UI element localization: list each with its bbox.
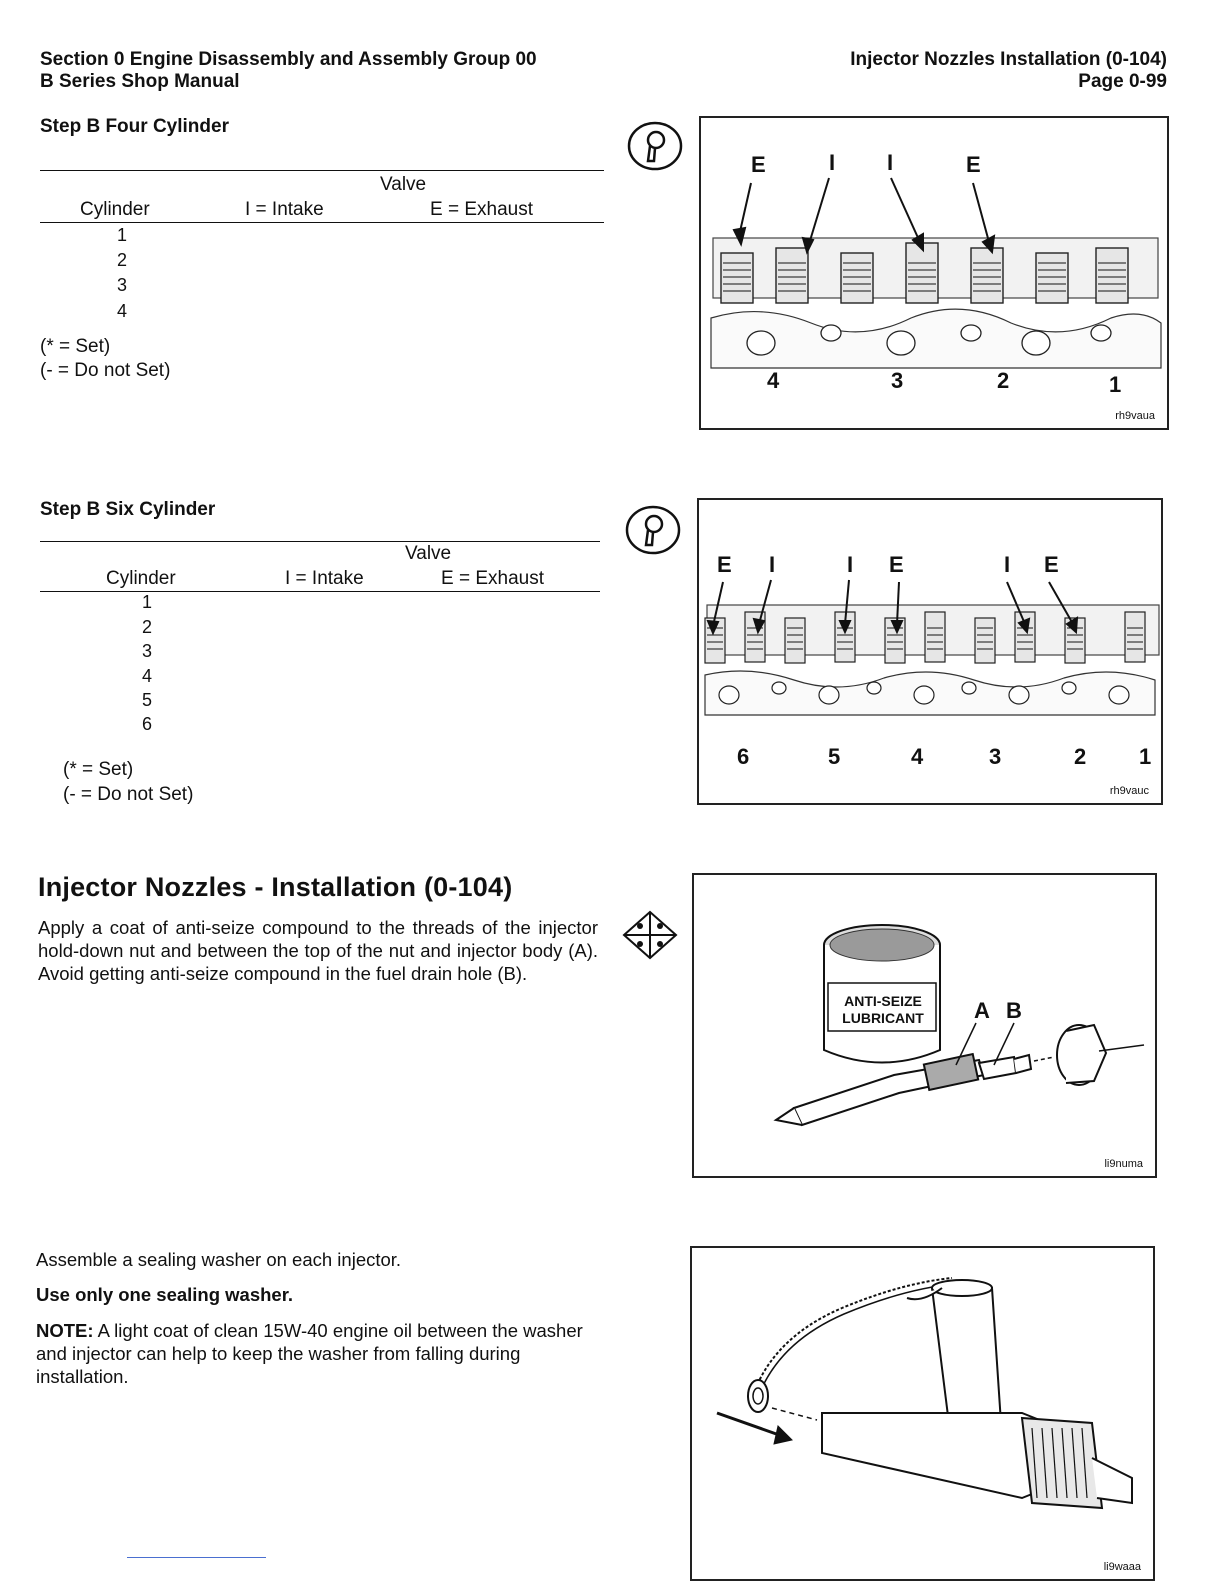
six-cylinder-row-3: 3 bbox=[141, 641, 152, 661]
valve-label-3: I bbox=[887, 150, 894, 175]
cylinder-label-4: 4 bbox=[767, 368, 780, 393]
can-label-line2: LUBRICANT bbox=[842, 1010, 924, 1026]
can-label-line1: ANTI-SEIZE bbox=[844, 993, 922, 1009]
washer-instruction: Assemble a sealing washer on each injector. bbox=[36, 1249, 402, 1270]
header-procedure-title: Injector Nozzles Installation (0-104) bbox=[850, 49, 1167, 70]
six-cylinder-row-1: 1 bbox=[141, 592, 152, 612]
cylinder-label-3: 3 bbox=[989, 744, 1002, 769]
six-cylinder-valve-figure bbox=[697, 498, 1163, 805]
label-b: B bbox=[1006, 998, 1022, 1023]
six-cylinder-legend-set: (* = Set) bbox=[63, 759, 134, 780]
cylinder-label-1: 1 bbox=[1109, 372, 1122, 397]
four-cylinder-col-exhaust: E = Exhaust bbox=[430, 199, 533, 220]
valve-label-6: E bbox=[1044, 552, 1059, 577]
figure-id: li9waaa bbox=[1103, 1561, 1141, 1573]
valve-label-2: I bbox=[829, 150, 836, 175]
four-cylinder-table-top-rule bbox=[40, 170, 604, 171]
six-cylinder-row-5: 5 bbox=[141, 690, 152, 710]
four-cylinder-row-4: 4 bbox=[116, 301, 127, 321]
note-text: A light coat of clean 15W-40 engine oil between the washer and injector can help to keep the washer from falling during installation. bbox=[36, 1320, 583, 1387]
six-cylinder-row-6: 6 bbox=[141, 714, 152, 734]
six-cylinder-row-4: 4 bbox=[141, 666, 152, 686]
valve-label-4: E bbox=[966, 152, 981, 177]
figure-id: rh9vaua bbox=[1115, 410, 1155, 422]
can-label bbox=[836, 993, 930, 1027]
cylinder-label-2: 2 bbox=[997, 368, 1010, 393]
four-cylinder-row-1: 1 bbox=[116, 225, 127, 245]
four-cylinder-col-cylinder: Cylinder bbox=[80, 199, 150, 220]
header-manual-title: B Series Shop Manual bbox=[40, 71, 240, 92]
footer-link-rule bbox=[127, 1557, 266, 1558]
inspect-magnifier-icon bbox=[626, 121, 684, 171]
four-cylinder-row-2: 2 bbox=[116, 250, 127, 270]
inspect-magnifier-icon bbox=[624, 505, 682, 555]
six-cylinder-row-2: 2 bbox=[141, 617, 152, 637]
cylinder-label-5: 5 bbox=[828, 744, 841, 769]
installation-heading: Injector Nozzles - Installation (0-104) bbox=[38, 872, 513, 902]
four-cylinder-legend-not-set: (- = Do not Set) bbox=[40, 360, 171, 381]
washer-warning: Use only one sealing washer. bbox=[36, 1284, 294, 1305]
four-cylinder-valve-header: Valve bbox=[380, 174, 427, 195]
valve-label-2: I bbox=[769, 552, 776, 577]
anti-seize-figure bbox=[692, 873, 1157, 1178]
note-label: NOTE: bbox=[36, 1320, 94, 1341]
cylinder-label-6: 6 bbox=[737, 744, 750, 769]
figure-id: li9numa bbox=[1104, 1158, 1143, 1170]
four-cylinder-row-3: 3 bbox=[116, 275, 127, 295]
six-cylinder-valve-header: Valve bbox=[405, 543, 452, 564]
four-cylinder-step-title: Step B Four Cylinder bbox=[40, 116, 229, 137]
cylinder-label-1: 1 bbox=[1139, 744, 1152, 769]
six-cylinder-table-top-rule bbox=[40, 541, 600, 542]
four-cylinder-col-intake: I = Intake bbox=[245, 199, 324, 220]
header-section-title: Section 0 Engine Disassembly and Assembly Group 00 bbox=[40, 49, 537, 70]
lubricate-icon bbox=[620, 908, 680, 962]
valve-label-1: E bbox=[751, 152, 766, 177]
cylinder-label-2: 2 bbox=[1074, 744, 1087, 769]
valve-label-4: E bbox=[889, 552, 904, 577]
label-a: A bbox=[974, 998, 990, 1023]
figure-id: rh9vauc bbox=[1109, 785, 1149, 797]
six-cylinder-col-exhaust: E = Exhaust bbox=[441, 568, 544, 589]
header-page-number: Page 0-99 bbox=[1078, 71, 1167, 92]
six-cylinder-table-header-rule bbox=[40, 591, 600, 592]
valve-label-5: I bbox=[1004, 552, 1011, 577]
six-cylinder-col-cylinder: Cylinder bbox=[106, 568, 176, 589]
valve-label-1: E bbox=[717, 552, 732, 577]
washer-note bbox=[36, 1319, 596, 1388]
four-cylinder-valve-figure bbox=[699, 116, 1169, 430]
four-cylinder-table-header-rule bbox=[40, 222, 604, 223]
six-cylinder-step-title: Step B Six Cylinder bbox=[40, 499, 216, 520]
four-cylinder-legend-set: (* = Set) bbox=[40, 336, 111, 357]
six-cylinder-legend-not-set: (- = Do not Set) bbox=[63, 784, 194, 805]
valve-label-3: I bbox=[847, 552, 854, 577]
six-cylinder-col-intake: I = Intake bbox=[285, 568, 364, 589]
cylinder-label-3: 3 bbox=[891, 368, 904, 393]
cylinder-label-4: 4 bbox=[911, 744, 924, 769]
sealing-washer-figure bbox=[690, 1246, 1155, 1581]
installation-paragraph: Apply a coat of anti-seize compound to the threads of the injector hold-down nut and between the top of the nut and injector body (A). Avoid getting anti-seize compound in the fuel drain hole (B). bbox=[38, 917, 598, 984]
